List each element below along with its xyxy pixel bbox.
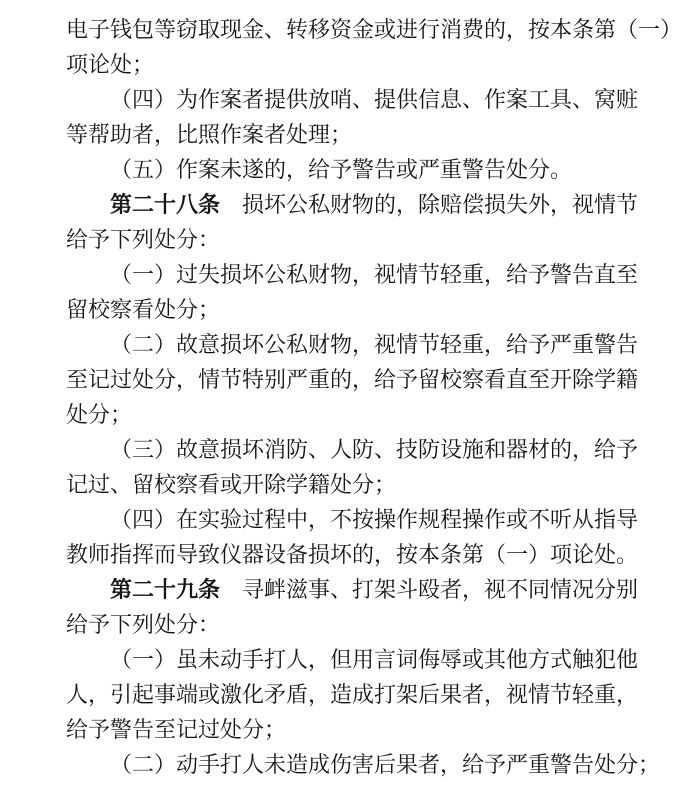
line-text: （二）故意损坏公私财物，视情节轻重，给予严重警告	[110, 332, 639, 357]
line-text: 给予下列处分：	[66, 612, 221, 637]
text-line	[66, 47, 638, 82]
line-text: （四）在实验过程中，不按操作规程操作或不听从指导	[110, 507, 639, 532]
text-line	[66, 502, 638, 537]
text-line	[66, 607, 638, 642]
line-text: 处分；	[66, 402, 133, 427]
text-line	[66, 152, 638, 187]
line-text: 给予警告至记过处分；	[66, 717, 287, 742]
text-line	[66, 677, 638, 712]
text-line	[66, 82, 638, 117]
line-text: 寻衅滋事、打架斗殴者，视不同情况分别	[242, 577, 639, 602]
text-line	[66, 327, 638, 362]
text-line	[66, 537, 638, 572]
text-line	[66, 117, 638, 152]
text-line	[66, 572, 638, 607]
line-text: 留校察看处分；	[66, 297, 221, 322]
line-text: 教师指挥而导致仪器设备损坏的，按本条第（一）项论处。	[66, 542, 639, 567]
line-text: 损坏公私财物的，除赔偿损失外，视情节	[242, 192, 639, 217]
line-text: 等帮助者，比照作案者处理；	[66, 122, 353, 147]
text-line	[66, 257, 638, 292]
text-line	[66, 747, 661, 782]
line-text: 至记过处分，情节特别严重的，给予留校察看直至开除学籍	[66, 367, 639, 392]
line-text: （一）过失损坏公私财物，视情节轻重，给予警告直至	[110, 262, 639, 287]
text-line	[66, 397, 638, 432]
line-text: （五）作案未遂的，给予警告或严重警告处分。	[110, 157, 573, 182]
text-line	[66, 432, 638, 467]
line-text: 项论处；	[66, 52, 155, 77]
text-line	[66, 467, 638, 502]
article-number-heading: 第二十九条	[110, 577, 221, 602]
text-line	[66, 12, 683, 47]
text-line	[66, 292, 638, 327]
text-line	[66, 642, 638, 677]
line-text: 给予下列处分：	[66, 227, 221, 252]
text-line	[66, 712, 638, 747]
line-text: （三）故意损坏消防、人防、技防设施和器材的，给予	[110, 437, 639, 462]
text-line	[66, 187, 638, 222]
line-text: 记过、留校察看或开除学籍处分；	[66, 472, 397, 497]
line-text: 人，引起事端或激化矛盾，造成打架后果者，视情节轻重，	[66, 682, 639, 707]
line-text: （一）虽未动手打人，但用言词侮辱或其他方式触犯他	[110, 647, 639, 672]
article-number-heading: 第二十八条	[110, 192, 221, 217]
text-line	[66, 222, 638, 257]
line-text: （四）为作案者提供放哨、提供信息、作案工具、窝赃	[110, 87, 639, 112]
line-text: 电子钱包等窃取现金、转移资金或进行消费的，按本条第（一）	[66, 17, 683, 42]
text-line	[66, 362, 638, 397]
line-text: （二）动手打人未造成伤害后果者，给予严重警告处分；	[110, 752, 661, 777]
